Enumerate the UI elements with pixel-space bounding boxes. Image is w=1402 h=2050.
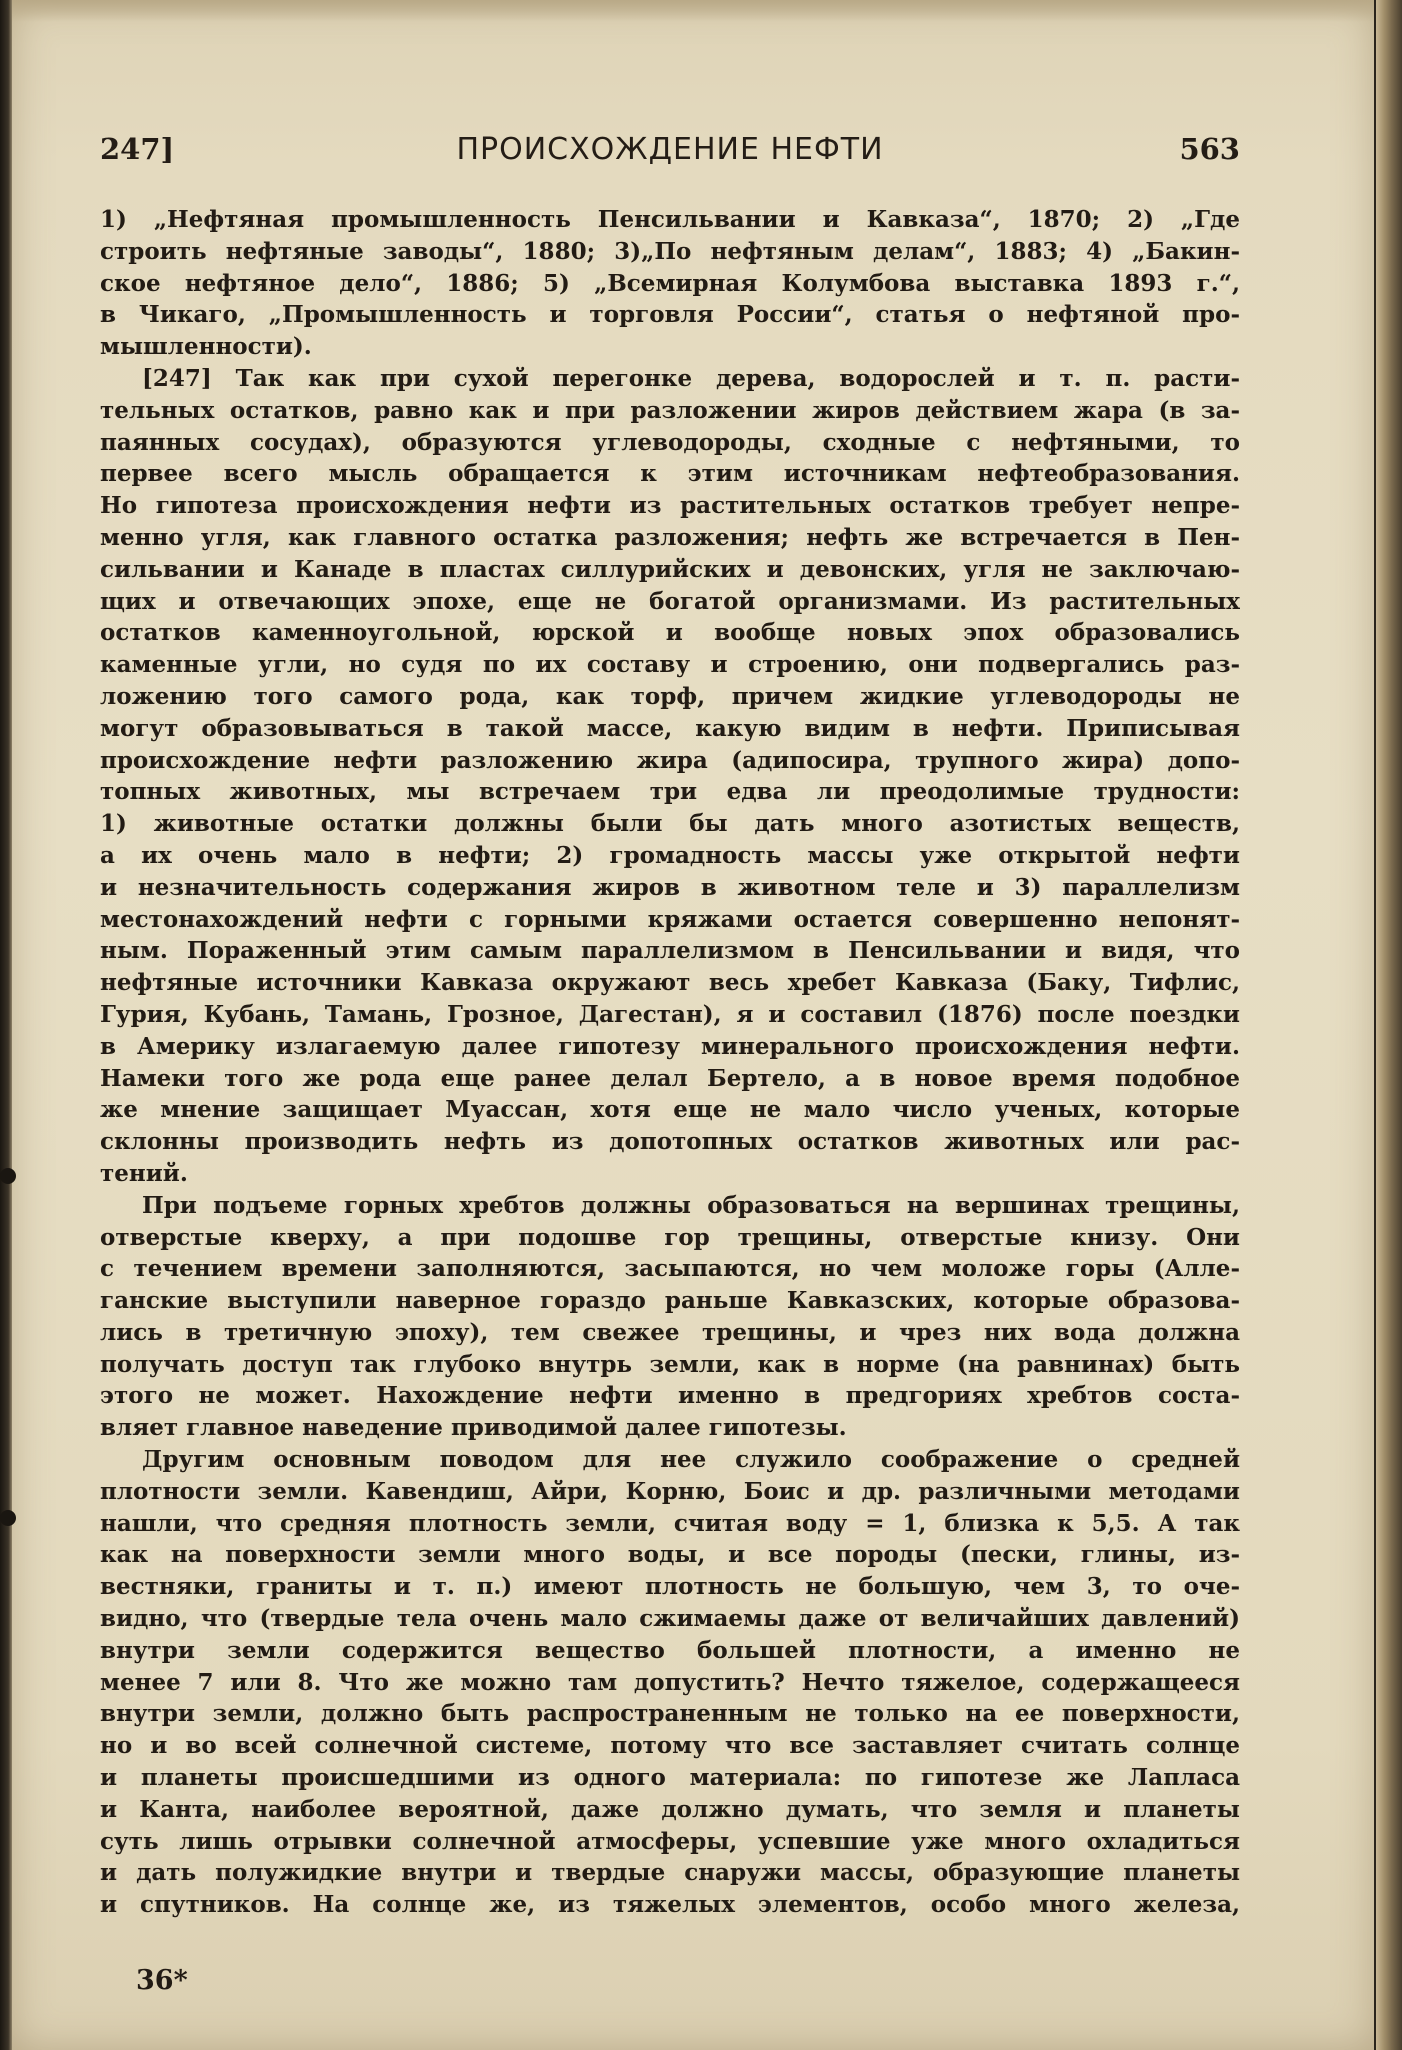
text-line: 1) „Нефтяная промышленность Пенсильвании и Кавказа“, 1870; 2) „Где <box>100 206 1240 233</box>
text-line: в Америку излагаемую далее гипотезу минерального происхождения нефти. <box>100 1032 1240 1060</box>
text-line: топных животных, мы встречаем три едва ли преодолимые трудности: <box>100 778 1240 806</box>
text-line: ложению того самого рода, как торф, причем жидкие углеводороды не <box>100 682 1240 710</box>
text-line: как на поверхности земли много воды, и все породы (пески, глины, из- <box>100 1541 1240 1569</box>
text-line: получать доступ так глубоко внутрь земли, как в норме (на равнинах) быть <box>100 1350 1240 1378</box>
text-line: ным. Пораженный этим самым параллелизмом в Пенсильвании и видя, что <box>100 937 1240 965</box>
text-line: тельных остатков, равно как и при разложении жиров действием жара (в за- <box>100 396 1240 424</box>
text-line: в Чикаго, „Промышленность и торговля России“, статья о нефтяной про- <box>100 301 1240 329</box>
printer-signature: 36* <box>136 1965 188 1996</box>
text-line: паянных сосудах), образуются углеводороды, сходные с нефтяными, то <box>100 428 1240 456</box>
text-line: с течением времени заполняются, засыпаются, но чем моложе горы (Алле- <box>100 1255 1240 1283</box>
page-title: ПРОИСХОЖДЕНИЕ НЕФТИ <box>456 132 884 167</box>
page-edges-right <box>1376 0 1402 2050</box>
text-line: лись в третичную эпоху), тем свежее трещины, и чрез них вода должна <box>100 1318 1240 1346</box>
text-line: [247] Так как при сухой перегонке дерева, водорослей и т. п. расти- <box>142 364 1240 392</box>
page-number: 563 <box>1179 132 1240 166</box>
text-line: внутри земли содержится вещество большей плотности, а именно не <box>100 1636 1240 1664</box>
text-line: и спутников. На солнце же, из тяжелых элементов, особо много железа, <box>100 1891 1240 1919</box>
text-line: При подъеме горных хребтов должны образоваться на вершинах трещины, <box>142 1191 1240 1219</box>
text-line: происхождение нефти разложению жира (адипосира, трупного жира) допо- <box>100 746 1240 774</box>
body-text <box>100 204 1240 1921</box>
text-line: могут образовываться в такой массе, какую видим в нефти. Приписывая <box>100 714 1240 742</box>
text-line: и дать полужидкие внутри и твердые снаружи массы, образующие планеты <box>100 1859 1240 1887</box>
text-line: плотности земли. Кавендиш, Айри, Корню, Боис и др. различными методами <box>100 1477 1240 1505</box>
text-line: первее всего мысль обращается к этим источникам нефтеобразования. <box>100 460 1240 488</box>
text-line: и планеты происшедшими из одного материала: по гипотезе же Лапласа <box>100 1764 1240 1792</box>
text-line: этого не может. Нахождение нефти именно в предгориях хребтов соста- <box>100 1382 1240 1410</box>
text-line: вестняки, граниты и т. п.) имеют плотность не большую, чем 3, то оче- <box>100 1573 1240 1601</box>
text-line: же мнение защищает Муассан, хотя еще не мало число ученых, которые <box>100 1096 1240 1124</box>
text-line: вляет главное наведение приводимой далее гипотезы. <box>100 1414 847 1442</box>
text-line: щих и отвечающих эпохе, еще не богатой организмами. Из растительных <box>100 587 1240 615</box>
section-number: 247] <box>100 132 175 166</box>
text-line: суть лишь отрывки солнечной атмосферы, успевшие уже много охладиться <box>100 1827 1240 1855</box>
text-line: внутри земли, должно быть распространенным не только на ее поверхности, <box>100 1700 1240 1728</box>
text-line: каменные угли, но судя по их составу и строению, они подвергались раз- <box>100 651 1240 679</box>
text-line: Другим основным поводом для нее служило соображение о средней <box>142 1446 1240 1474</box>
text-line: Гурия, Кубань, Тамань, Грозное, Дагестан), я и составил (1876) после поездки <box>100 1000 1240 1028</box>
text-line: менно угля, как главного остатка разложения; нефть же встречается в Пен- <box>100 523 1240 551</box>
text-line: но и во всей солнечной системе, потому что все заставляет считать солнце <box>100 1732 1240 1760</box>
text-line: 1) животные остатки должны были бы дать много азотистых веществ, <box>100 810 1240 838</box>
text-line: и Канта, наиболее вероятной, даже должно думать, что земля и планеты <box>100 1795 1240 1823</box>
text-line: остатков каменноугольной, юрской и вообще новых эпох образовались <box>100 619 1240 647</box>
running-head <box>100 132 1240 176</box>
text-line: тений. <box>100 1159 188 1187</box>
text-line: мышленности). <box>100 333 312 361</box>
margin-mark-lower <box>0 1510 16 1526</box>
text-line: ганские выступили наверное гораздо раньше Кавказских, которые образова- <box>100 1287 1240 1315</box>
text-line: склонны производить нефть из допотопных остатков животных или рас- <box>100 1128 1240 1156</box>
text-line: местонахождений нефти с горными кряжами остается совершенно непонят- <box>100 905 1240 933</box>
text-line: нашли, что средняя плотность земли, считая воду = 1, близка к 5,5. А так <box>100 1509 1240 1537</box>
text-line: отверстые кверху, а при подошве гор трещины, отверстые книзу. Они <box>100 1223 1240 1251</box>
text-line: ское нефтяное дело“, 1886; 5) „Всемирная Колумбова выставка 1893 г.“, <box>100 269 1240 297</box>
text-line: Но гипотеза происхождения нефти из растительных остатков требует непре- <box>100 492 1240 520</box>
text-line: нефтяные источники Кавказа окружают весь хребет Кавказа (Баку, Тифлис, <box>100 969 1240 997</box>
text-line: строить нефтяные заводы“, 1880; 3)„По нефтяным делам“, 1883; 4) „Бакин- <box>100 237 1240 265</box>
text-line: менее 7 или 8. Что же можно там допустить? Нечто тяжелое, содержащееся <box>100 1668 1240 1696</box>
text-line: видно, что (твердые тела очень мало сжимаемы даже от величайших давлений) <box>100 1605 1240 1633</box>
text-line: а их очень мало в нефти; 2) громадность массы уже открытой нефти <box>100 841 1240 869</box>
margin-mark-upper <box>0 1168 16 1184</box>
text-line: и незначительность содержания жиров в животном теле и 3) параллелизм <box>100 873 1240 901</box>
text-line: Намеки того же рода еще ранее делал Бертело, а в новое время подобное <box>100 1064 1240 1092</box>
page-top-edge <box>12 0 1374 22</box>
text-line: сильвании и Канаде в пластах силлурийских и девонских, угля не заключаю- <box>100 555 1240 583</box>
